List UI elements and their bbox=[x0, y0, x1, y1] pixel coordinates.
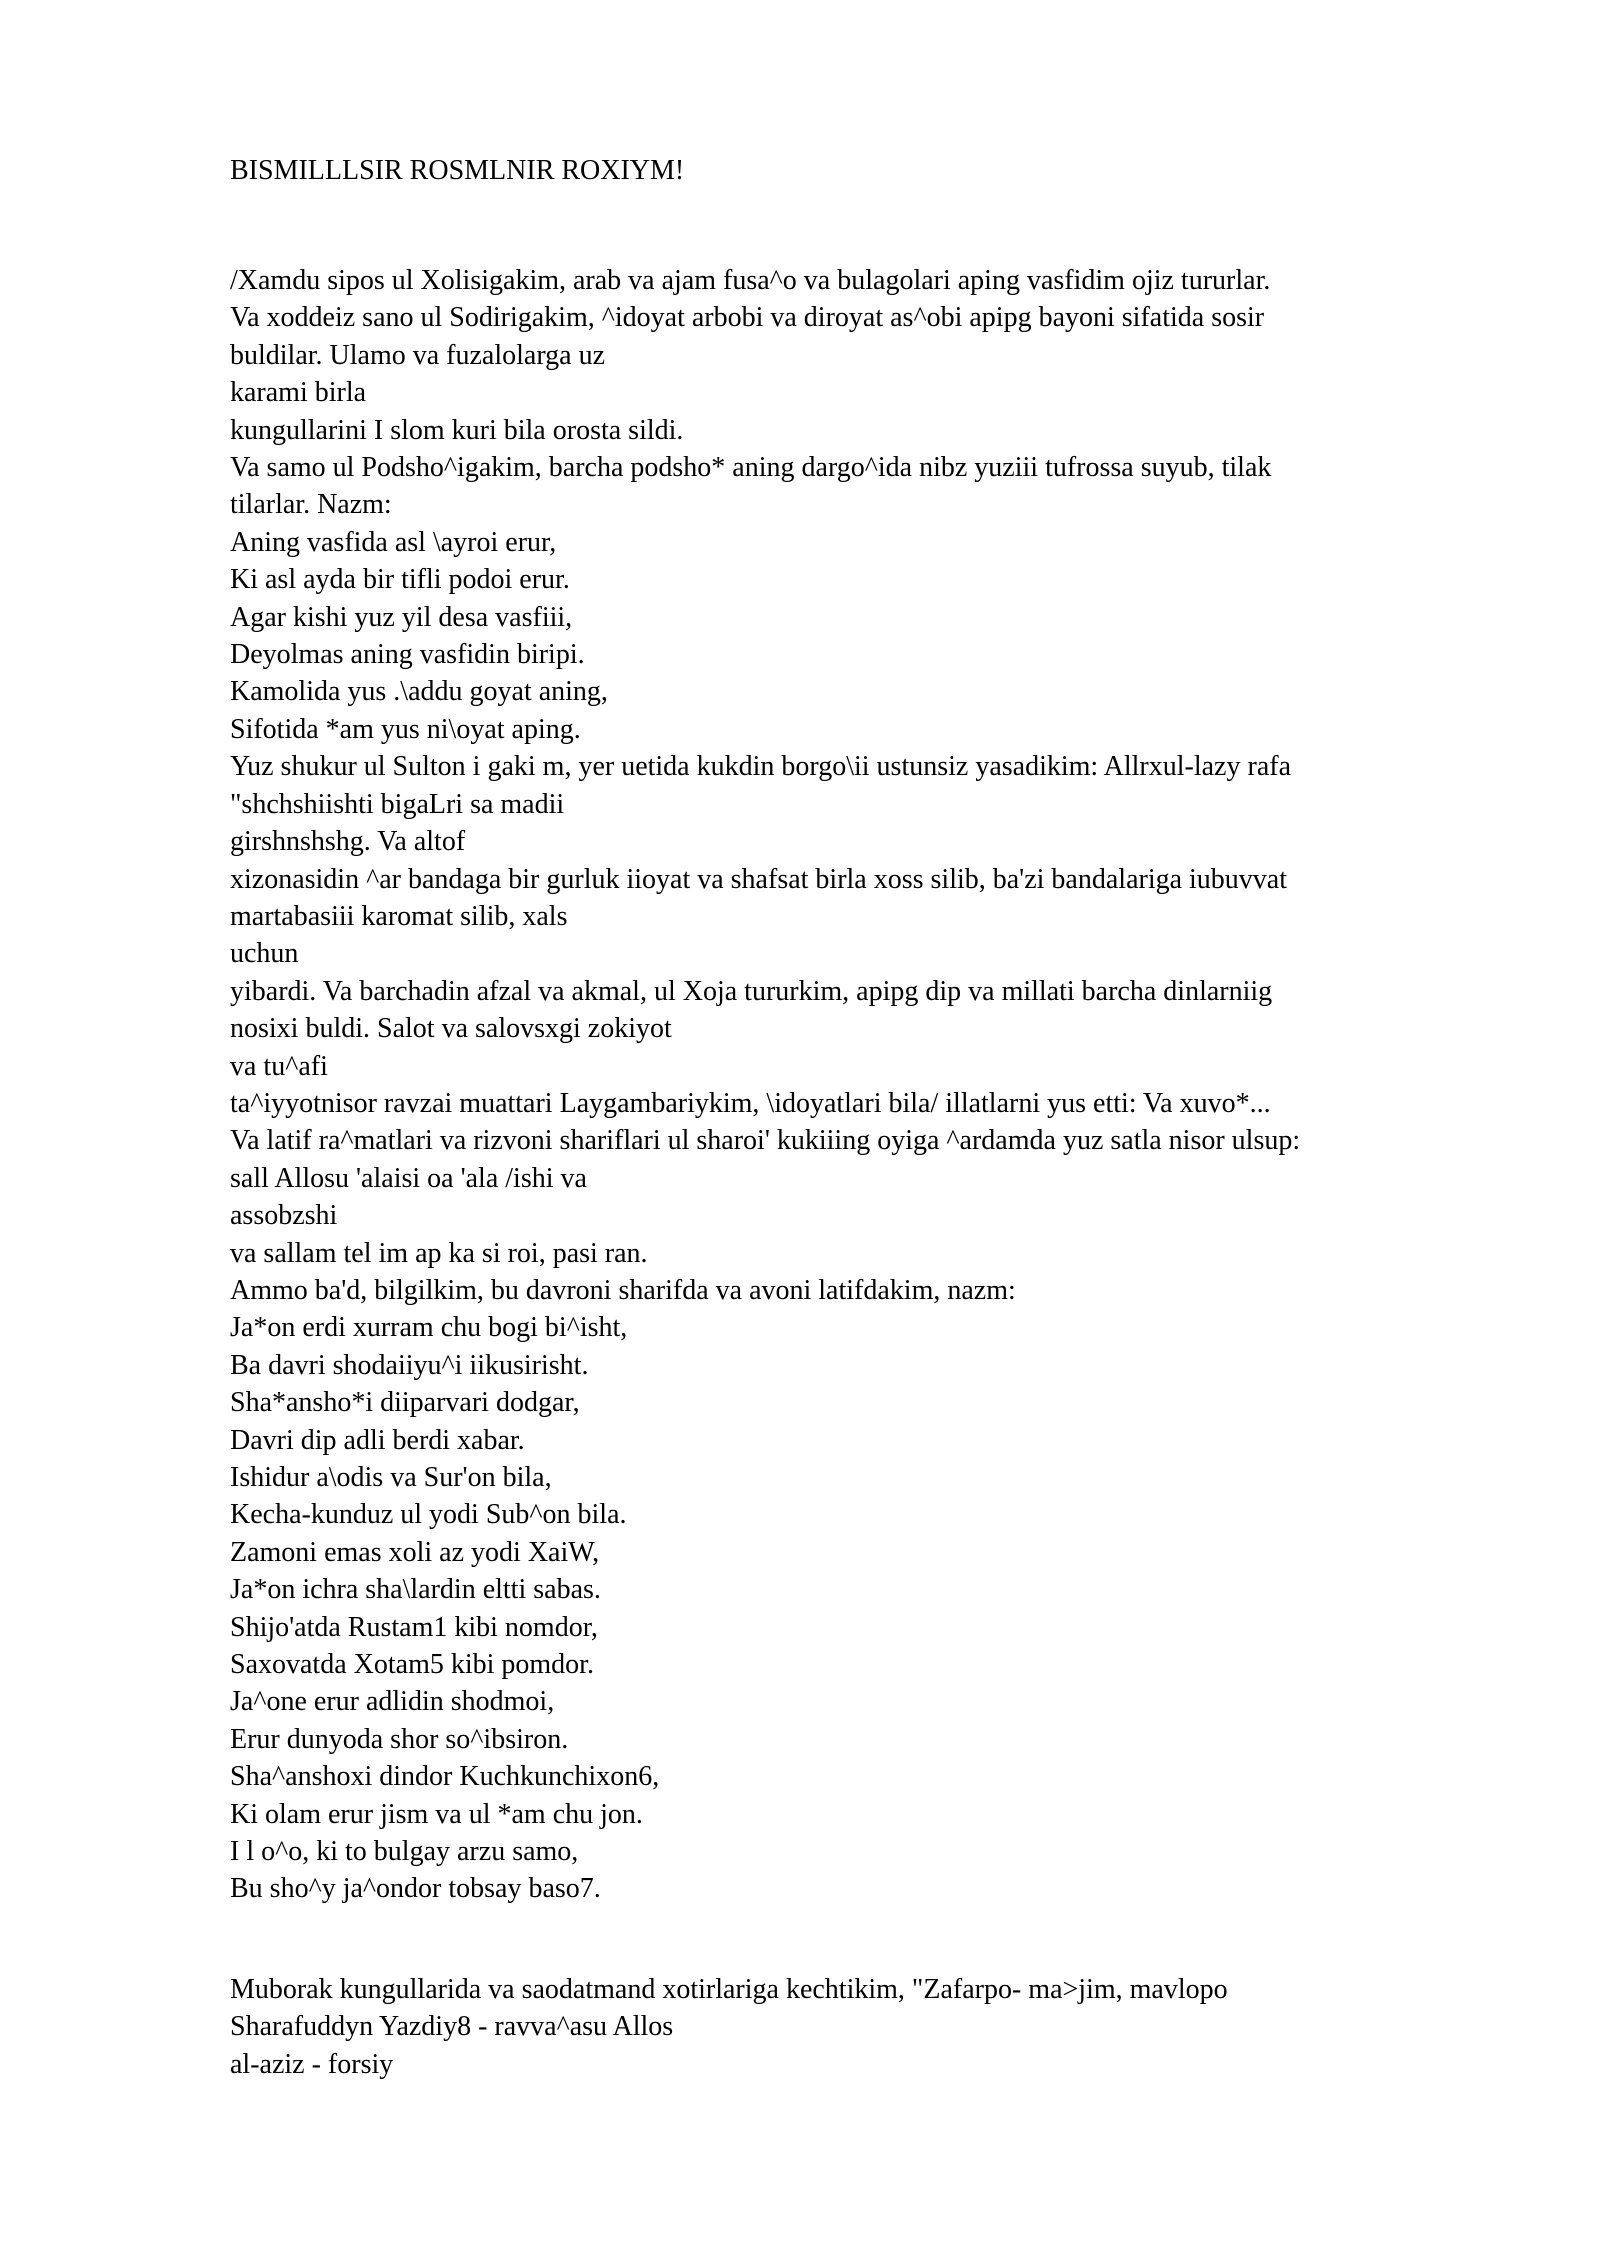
text-line: kungullarini I slom kuri bila orosta sildi. bbox=[230, 414, 684, 446]
text-line: al-aziz - forsiy bbox=[230, 2048, 394, 2080]
text-line: Va samo ul Podsho^igakim, barcha podsho* aning dargo^ida nibz yuziii tufrossa suyub, tilak bbox=[230, 452, 1272, 484]
text-line: Agar kishi yuz yil desa vasfiii, bbox=[230, 601, 573, 633]
text-line: Zamoni emas xoli az yodi XaiW, bbox=[230, 1536, 600, 1568]
text-line: Ba davri shodaiiyu^i iikusirisht. bbox=[230, 1349, 589, 1381]
text-line: Ishidur a\odis va Sur'on bila, bbox=[230, 1462, 552, 1493]
text-line: yibardi. Va barchadin afzal va akmal, ul Xoja tururkim, apipg dip va millati barcha dinlarniig bbox=[230, 975, 1273, 1007]
text-line: nosixi buldi. Salot va salovsxgi zokiyot bbox=[230, 1013, 672, 1045]
text-line: Sharafuddyn Yazdiy8 - ravva^asu Allos bbox=[230, 2011, 674, 2043]
text-line: Bu sho^y ja^ondor tobsay baso7. bbox=[230, 1873, 601, 1905]
text-line: Va latif ra^matlari va rizvoni shariflari ul sharoi' kukiiing oyiga ^ardamda yuz satla nisor ulsup: bbox=[230, 1125, 1301, 1157]
text-line: ta^iyyotnisor ravzai muattari Laygambariykim, \idoyatlari bila/ illatlarni yus etti: Va xuvo*... bbox=[230, 1087, 1271, 1119]
text-line: uchun bbox=[230, 938, 299, 970]
document-body bbox=[230, 262, 1530, 1908]
text-line: I l o^o, ki to bulgay arzu samo, bbox=[230, 1836, 579, 1868]
text-line: Ja*on ichra sha\lardin eltti sabas. bbox=[230, 1574, 601, 1606]
text-line: Muborak kungullarida va saodatmand xotirlariga kechtikim, "Zafarpo- ma>jim, mavlopo bbox=[230, 1974, 1228, 2005]
text-line: Ja*on erdi xurram chu bogi bi^isht, bbox=[230, 1312, 628, 1344]
text-line: Va xoddeiz sano ul Sodirigakim, ^idoyat arbobi va diroyat as^obi apipg bayoni sifatida sosir bbox=[230, 302, 1265, 334]
text-line: va tu^afi bbox=[230, 1050, 328, 1082]
text-line: Erur dunyoda shor so^ibsiron. bbox=[230, 1723, 569, 1755]
text-line: Ki asl ayda bir tifli podoi erur. bbox=[230, 564, 570, 596]
text-line: Yuz shukur ul Sulton i gaki m, yer uetida kukdin borgo\ii ustunsiz yasadikim: Allrxul-lazy rafa bbox=[230, 751, 1291, 783]
text-line: xizonasidin ^ar bandaga bir gurluk iioyat va shafsat birla xoss silib, ba'zi bandalariga iubuvvat bbox=[230, 863, 1288, 895]
text-line: Ammo ba'd, bilgilkim, bu davroni sharifda va avoni latifdakim, nazm: bbox=[230, 1274, 1016, 1306]
text-line: Ki olam erur jism va ul *am chu jon. bbox=[230, 1798, 643, 1830]
document-title-block bbox=[230, 152, 1530, 189]
text-line: sall Allosu 'alaisi oa 'ala /ishi va bbox=[230, 1162, 587, 1194]
text-line: Ja^one erur adlidin shodmoi, bbox=[230, 1686, 555, 1718]
text-line: /Xamdu sipos ul Xolisigakim, arab va ajam fusa^o va bulagolari aping vasfidim ojiz tururlar. bbox=[230, 265, 1271, 296]
text-line: karami birla bbox=[230, 377, 367, 409]
text-line: Sha^anshoxi dindor Kuchkunchixon6, bbox=[230, 1761, 660, 1793]
text-line: "shchshiishti bigaLri sa madii bbox=[230, 788, 565, 820]
text-line: va sallam tel im ap ka si roi, pasi ran. bbox=[230, 1237, 648, 1269]
text-line: Kecha-kunduz ul yodi Sub^on bila. bbox=[230, 1499, 627, 1531]
text-line: martabasiii karomat silib, xals bbox=[230, 900, 568, 932]
text-line: Sifotida *am yus ni\oyat aping. bbox=[230, 713, 581, 745]
text-line: Aning vasfida asl \ayroi erur, bbox=[230, 526, 557, 558]
text-line: Saxovatda Xotam5 kibi pomdor. bbox=[230, 1649, 594, 1681]
document-title: BISMILLLSIR ROSMLNIR ROXIYM! bbox=[230, 155, 685, 186]
text-line: Kamolida yus .\addu goyat aning, bbox=[230, 676, 608, 708]
document-body-end bbox=[230, 1971, 1530, 2083]
text-line: buldilar. Ulamo va fuzalolarga uz bbox=[230, 339, 606, 371]
text-line: girshnshshg. Va altof bbox=[230, 826, 466, 858]
text-line: tilarlar. Nazm: bbox=[230, 489, 392, 521]
text-line: Davri dip adli berdi xabar. bbox=[230, 1424, 525, 1456]
text-line: assobzshi bbox=[230, 1200, 338, 1232]
text-line: Deyolmas aning vasfidin biripi. bbox=[230, 639, 585, 671]
text-line: Sha*ansho*i diiparvari dodgar, bbox=[230, 1387, 580, 1419]
text-line: Shijo'atda Rustam1 kibi nomdor, bbox=[230, 1611, 598, 1643]
